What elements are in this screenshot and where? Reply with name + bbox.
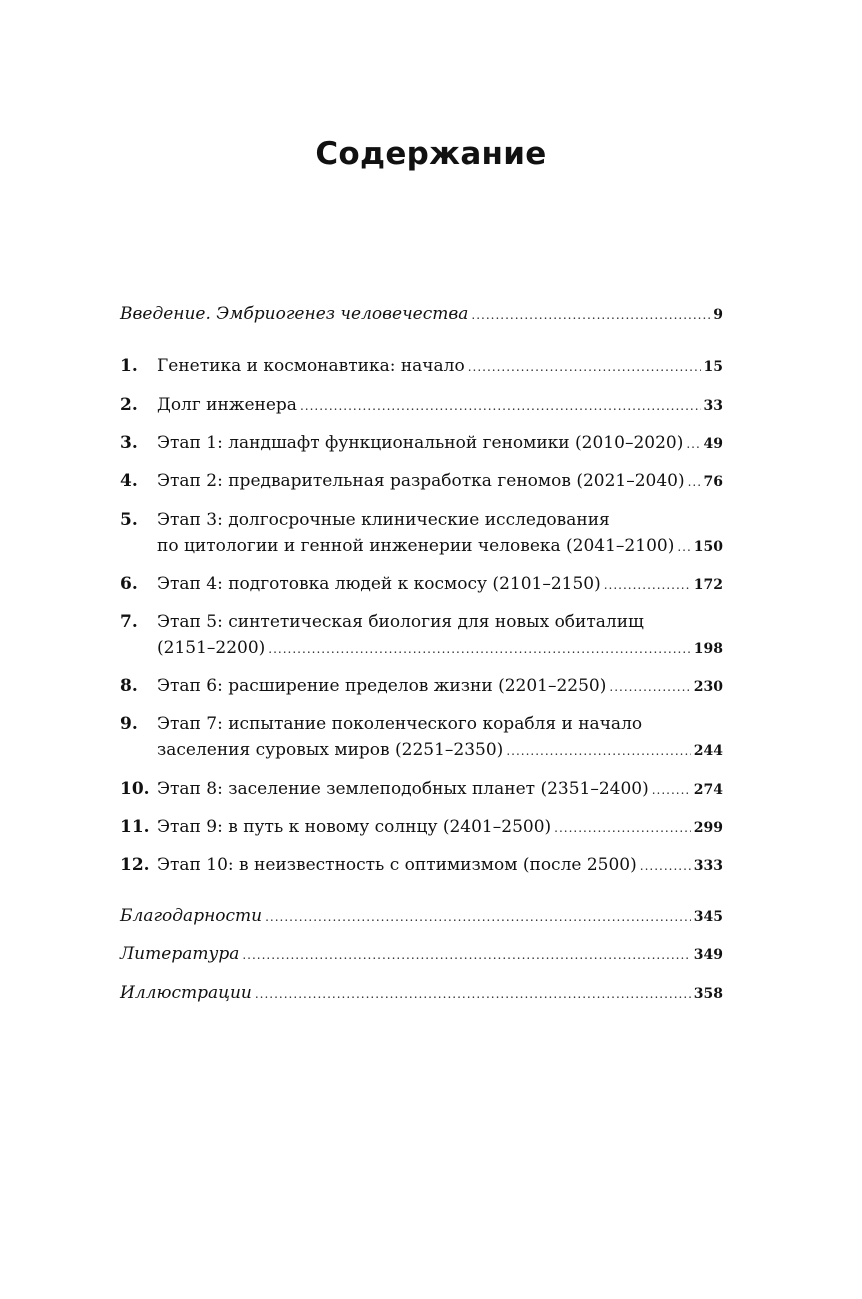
dot-leader <box>688 469 701 495</box>
toc-entry-title: Генетика и космонавтика: начало <box>157 356 465 376</box>
chapter-number: 8. <box>120 676 138 696</box>
toc-entry-title: Введение. Эмбриогенез человечества <box>120 304 469 324</box>
toc-entry-title-line1: Этап 5: синтетическая биология для новых обиталищ <box>157 612 644 632</box>
dot-leader <box>300 393 701 419</box>
toc-entry-title: Иллюстрации <box>120 983 252 1003</box>
toc-entry-title: Этап 10: в неизвестность с оптимизмом (после 2500) <box>157 855 637 875</box>
toc-page-number: 15 <box>703 359 723 375</box>
page-title: Содержание <box>315 136 547 172</box>
toc-chapter-2[interactable] <box>120 392 723 419</box>
toc-page-number: 345 <box>693 909 723 925</box>
chapter-number: 9. <box>120 714 138 734</box>
toc-chapter-1[interactable] <box>120 353 723 380</box>
dot-leader <box>468 354 701 380</box>
toc-entry-title: Этап 1: ландшафт функциональной геномики (2010–2020) <box>157 433 684 453</box>
dot-leader <box>652 777 691 803</box>
toc-page-number: 333 <box>693 858 723 874</box>
toc-entry-title: Этап 2: предварительная разработка геномов (2021–2040) <box>157 471 685 491</box>
toc-page-number: 230 <box>693 679 723 695</box>
chapter-number: 6. <box>120 574 138 594</box>
toc-chapter-10[interactable] <box>120 776 723 803</box>
dot-leader <box>686 431 700 457</box>
dot-leader <box>554 815 691 841</box>
dot-leader <box>268 636 690 662</box>
toc-chapter-5[interactable] <box>120 507 723 560</box>
toc-chapter-7[interactable] <box>120 609 723 662</box>
toc-entry-title-line1: Этап 3: долгосрочные клинические исследования <box>157 510 610 530</box>
chapter-number: 4. <box>120 471 138 491</box>
toc-illustrations[interactable] <box>120 980 723 1007</box>
chapter-number: 7. <box>120 612 138 632</box>
toc-chapter-11[interactable] <box>120 814 723 841</box>
chapter-number: 2. <box>120 395 138 415</box>
toc-chapter-4[interactable] <box>120 468 723 495</box>
chapter-number: 10. <box>120 779 150 799</box>
toc-literature[interactable] <box>120 941 723 968</box>
toc-chapter-8[interactable] <box>120 673 723 700</box>
toc-page-number: 172 <box>693 577 723 593</box>
toc-entry-title: Этап 9: в путь к новому солнцу (2401–2500) <box>157 817 552 837</box>
toc-chapter-3[interactable] <box>120 430 723 457</box>
dot-leader <box>265 904 691 930</box>
toc-page-number: 76 <box>703 474 723 490</box>
toc-entry-title: Литература <box>120 944 240 964</box>
chapter-number: 5. <box>120 510 138 530</box>
dot-leader <box>604 572 691 598</box>
toc-entry-title: Этап 6: расширение пределов жизни (2201–2250) <box>157 676 607 696</box>
toc-page-number: 299 <box>693 820 723 836</box>
dot-leader <box>640 853 691 879</box>
toc-page-number: 9 <box>713 307 723 323</box>
toc-entry-title: Долг инженера <box>157 395 297 415</box>
toc-page-number: 150 <box>693 539 723 555</box>
toc-chapter-6[interactable] <box>120 571 723 598</box>
toc-entry-title: Благодарности <box>120 906 263 926</box>
toc-page-number: 358 <box>693 986 723 1002</box>
toc-page-number: 33 <box>703 398 723 414</box>
toc-page-number: 198 <box>693 641 723 657</box>
dot-leader <box>242 942 690 968</box>
toc-page-number: 349 <box>693 947 723 963</box>
toc-entry-title: Этап 8: заселение землеподобных планет (2351–2400) <box>157 779 649 799</box>
dot-leader <box>609 674 690 700</box>
dot-leader <box>255 981 691 1007</box>
toc-page-number: 49 <box>703 436 723 452</box>
chapter-number: 11. <box>120 817 150 837</box>
dot-leader <box>506 738 690 764</box>
dot-leader <box>677 534 690 560</box>
toc-acknowledgements[interactable] <box>120 903 723 930</box>
toc-page-number: 274 <box>693 782 723 798</box>
toc-entry-title: заселения суровых миров (2251–2350) <box>157 740 504 760</box>
toc-chapter-12[interactable] <box>120 852 723 879</box>
chapter-number: 12. <box>120 855 150 875</box>
chapter-number: 3. <box>120 433 138 453</box>
chapter-number: 1. <box>120 356 138 376</box>
toc-entry-title: Этап 4: подготовка людей к космосу (2101–2150) <box>157 574 601 594</box>
toc-intro[interactable] <box>120 301 723 328</box>
toc-entry-title-line1: Этап 7: испытание поколенческого корабля и начало <box>157 714 643 734</box>
toc-entry-title: (2151–2200) <box>157 638 266 658</box>
toc-page-number: 244 <box>693 743 723 759</box>
toc-chapter-9[interactable] <box>120 711 723 764</box>
dot-leader <box>471 302 710 328</box>
toc-entry-title: по цитологии и генной инженерии человека (2041–2100) <box>157 536 675 556</box>
